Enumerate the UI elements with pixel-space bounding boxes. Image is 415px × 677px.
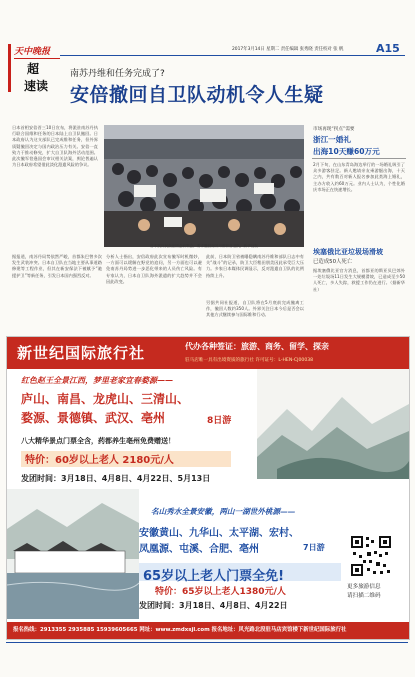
section-label-line2: 速读: [24, 79, 49, 93]
page-bottom-rule: [6, 642, 408, 643]
ad-intro-anhui: 名山秀水全景安徽，两山一湖世外桃源——: [151, 507, 296, 516]
article-subtitle: 南苏丹维和任务完成了?: [70, 69, 165, 79]
news-photo: [104, 125, 304, 247]
article-column-3: 分析人士指出，安倍政府此次宣布撤军时机微妙，一方面可以缓解在野党的追问，另一方面也可以避免南苏丹局势进一步恶化带来的人员伤亡风险。有专家认为，日本自卫队海外派遣的扩大趋势并不会因此改变。: [106, 254, 202, 284]
article-column-2: 据报道，南苏丹局势依然严峻，首都朱巴曾多次发生武装冲突。日本自卫队在当地主要从事道路修建等工程作业，但其在新安保法下被赋予“驰援护卫”等新任务，引发日本国内强烈反对。: [12, 254, 102, 278]
agency-name: 新世纪国际旅行社: [17, 344, 146, 362]
qr-caption-line2: 请扫描二维码: [347, 593, 381, 599]
destinations2-row-2: 凤凰源、屯溪、合肥、亳州: [139, 544, 259, 555]
price-1: 特价：60岁以上老人 2180元/人: [25, 455, 174, 466]
ad-intro-jiangxi: 红色赵王全景江西，梦里老家宜春婺源——: [21, 375, 173, 385]
sidebar-divider: [312, 158, 406, 159]
paper-name: 天中晚报: [14, 47, 51, 57]
departure-dates-1: 发团时间：3月18日、4月8日、4月22日、5月13日: [21, 474, 211, 483]
article-lead: 日本首相安倍晋三10日宣布，将: [12, 125, 73, 130]
header-rule: [60, 55, 405, 56]
article-body: 派驻南苏丹执行联合国维和任务的日本陆上自卫队撤回。日本政府认为这支部队已完成维和任务，但外界质疑撤回决定与国内政治压力有关。安倍一直致力于推动修宪，扩大自卫队海外活动范围。此次撤军恰逢国会审议相关法案，舆论普遍认为日本政府希望借此淡化派遣风险的争议。: [12, 125, 98, 168]
destinations-row-1: 庐山、南昌、龙虎山、三清山、: [21, 392, 190, 406]
ad-gift-note: 八大精华景点门票全含，药都养生亳州免费赠送！: [21, 437, 175, 445]
price-3: 特价：65岁以上老人1380元/人: [155, 587, 286, 597]
ad-footer-bar: [7, 622, 409, 639]
mountain-landscape-illustration: [257, 369, 409, 479]
departure-dates-2: 发团时间：3月18日、4月8日、4月22日: [139, 601, 288, 610]
crowd-photo-illustration: [104, 125, 304, 247]
tour-length-1: 8日游: [207, 416, 232, 426]
contact-line: 报名热线：2913355 2935885 15939605665 网址：www.zmdxsjl.com 报名地址：风光路北段驻马店宾馆楼下新世纪国际旅行社: [13, 627, 347, 633]
sidebar-kicker: 市场再现“拐点”需要: [313, 127, 355, 132]
date-line: 2017年3月14日 星期二 责任编辑 张秀晓 责任校对 张 帆: [232, 47, 344, 52]
license-line: 驻马店唯一具有出境资质的旅行社 许可证号：L-HEN-CJ00038: [185, 358, 314, 363]
village-lake-illustration: [7, 489, 139, 619]
tour-length-2: 7日游: [303, 543, 325, 552]
visa-services: 代办各种签证：旅游、商务、留学、探亲: [185, 342, 329, 351]
article-column-4: 此前，日本防卫省被曝隐瞒南苏丹维和部队日志中有关“战斗”的记录，防卫大臣稻田朋美因此承受巨大压力。多家日本媒体民调显示，反对派遣自卫队的比例持续上升。: [206, 254, 304, 278]
photo-caption: 日本抗议民众在国会前集会，要求撤回南苏丹维和自卫队。新华社发: [150, 244, 258, 248]
sidebar-title-line2: 出海10天赚60万元: [313, 147, 380, 156]
section-bar: [8, 44, 11, 92]
article-column-5: 另据共同社报道，自卫队将在5月底前完成撤离工作，撤回人数约350人。外界关注日本今后是否会以其他方式继续参与国际维和行动。: [206, 300, 304, 318]
sidebar-body-1: 2月下旬，在山东青岛海边举行的一场婚礼吸引了众多游客驻足。新人邀请亲友乘游艇出海，十天之内，共有数百对新人报名参加此类海上婚礼，主办方收入约60万元。业内人士认为，个性化婚庆市场正在快速增长。: [313, 162, 405, 192]
qr-caption-line1: 更多旅游信息: [347, 584, 381, 590]
sidebar-headline-2-line2: 已造成50人死亡: [313, 259, 353, 265]
travel-advertisement: [6, 336, 410, 640]
destinations-row-2: 婺源、景德镇、武汉、亳州: [21, 411, 166, 425]
sidebar-body-2: 据埃塞俄比亚官方消息，首都亚的斯亚贝巴郊外一处垃圾场11日发生大规模滑坡，已造成至少50人死亡，多人失踪，救援工作仍在进行。（据新华社）: [313, 268, 405, 292]
page-number: A15: [376, 42, 400, 55]
article-headline: 安倍撤回自卫队动机令人生疑: [70, 84, 324, 106]
sidebar-title-line1: 浙江一婚礼: [313, 135, 351, 144]
sidebar-headline-2-line1: 埃塞俄比亚垃圾场滑坡: [313, 248, 383, 256]
destinations2-row-1: 安徽黄山、九华山、太平湖、宏村、: [139, 528, 299, 539]
section-label-line1: 超: [27, 62, 40, 76]
qr-code-icon[interactable]: [349, 534, 393, 578]
ad-header-bar: [7, 337, 409, 369]
logo-divider: [14, 58, 60, 59]
price-2: 65岁以上老人门票全免!: [143, 569, 285, 584]
